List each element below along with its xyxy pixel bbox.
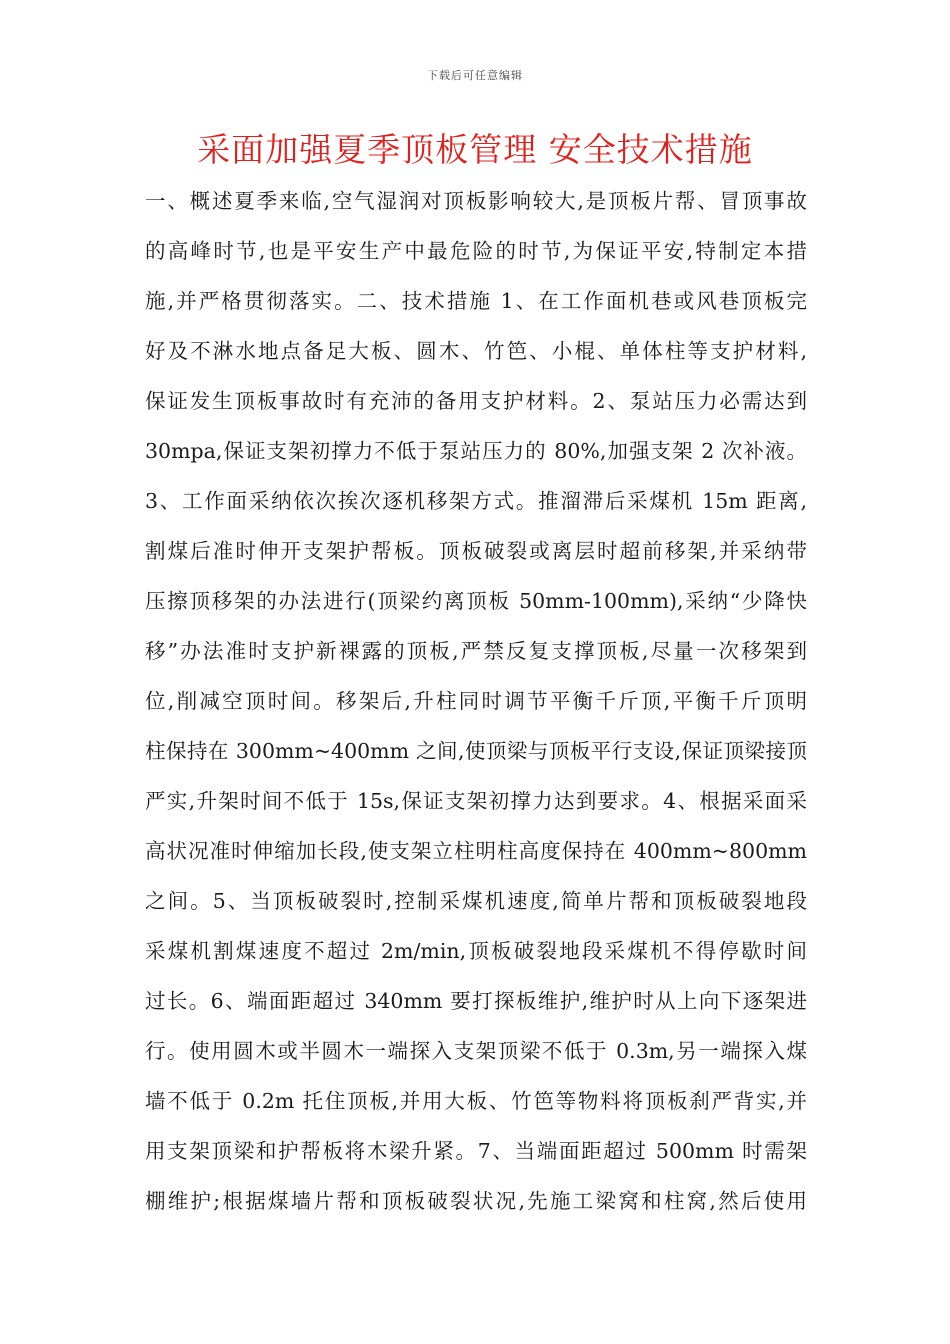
body-line: 行。使用圆木或半圆木一端探入支架顶梁不低于 0.3m,另一端探入煤 <box>145 1039 807 1063</box>
body-line: 位,削减空顶时间。移架后,升柱同时调节平衡千斤顶,平衡千斤顶明 <box>145 689 807 713</box>
body-line: 棚维护;根据煤墙片帮和顶板破裂状况,先施工梁窝和柱窝,然后使用 <box>145 1189 807 1213</box>
body-line: 施,并严格贯彻落实。二、技术措施 1、在工作面机巷或风巷顶板完 <box>145 289 807 313</box>
body-line: 一、概述夏季来临,空气湿润对顶板影响较大,是顶板片帮、冒顶事故 <box>145 189 807 213</box>
body-line: 严实,升架时间不低于 15s,保证支架初撑力达到要求。4、根据采面采 <box>145 789 807 813</box>
body-line: 过长。6、端面距超过 340mm 要打探板维护,维护时从上向下逐架进 <box>145 989 807 1013</box>
body-line: 移”办法准时支护新裸露的顶板,严禁反复支撑顶板,尽量一次移架到 <box>145 639 807 663</box>
body-line: 3、工作面采纳依次挨次逐机移架方式。推溜滞后采煤机 15m 距离, <box>145 489 807 513</box>
body-line: 割煤后准时伸开支架护帮板。顶板破裂或离层时超前移架,并采纳带 <box>145 539 807 563</box>
body-line: 30mpa,保证支架初撑力不低于泵站压力的 80%,加强支架 2 次补液。 <box>145 439 807 463</box>
body-line: 的高峰时节,也是平安生产中最危险的时节,为保证平安,特制定本措 <box>145 239 807 263</box>
body-line: 保证发生顶板事故时有充沛的备用支护材料。2、泵站压力必需达到 <box>145 389 807 413</box>
body-line: 墙不低于 0.2m 托住顶板,并用大板、竹笆等物料将顶板刹严背实,并 <box>145 1089 807 1113</box>
body-line: 之间。5、当顶板破裂时,控制采煤机速度,简单片帮和顶板破裂地段 <box>145 889 807 913</box>
body-line: 采煤机割煤速度不超过 2m/min,顶板破裂地段采煤机不得停歇时间 <box>145 939 807 963</box>
body-line: 好及不淋水地点备足大板、圆木、竹笆、小棍、单体柱等支护材料, <box>145 339 807 363</box>
download-note: 下载后可任意编辑 <box>427 69 523 82</box>
document-title: 采面加强夏季顶板管理 安全技术措施 <box>197 130 753 169</box>
body-line: 用支架顶梁和护帮板将木梁升紧。7、当端面距超过 500mm 时需架 <box>145 1139 807 1163</box>
document-body <box>145 176 807 1226</box>
body-line: 高状况准时伸缩加长段,使支架立柱明柱高度保持在 400mm~800mm <box>145 839 807 863</box>
body-line: 压擦顶移架的办法进行(顶梁约离顶板 50mm-100mm),采纳“少降快 <box>145 589 807 613</box>
body-line: 柱保持在 300mm~400mm 之间,使顶梁与顶板平行支设,保证顶梁接顶 <box>145 739 807 763</box>
